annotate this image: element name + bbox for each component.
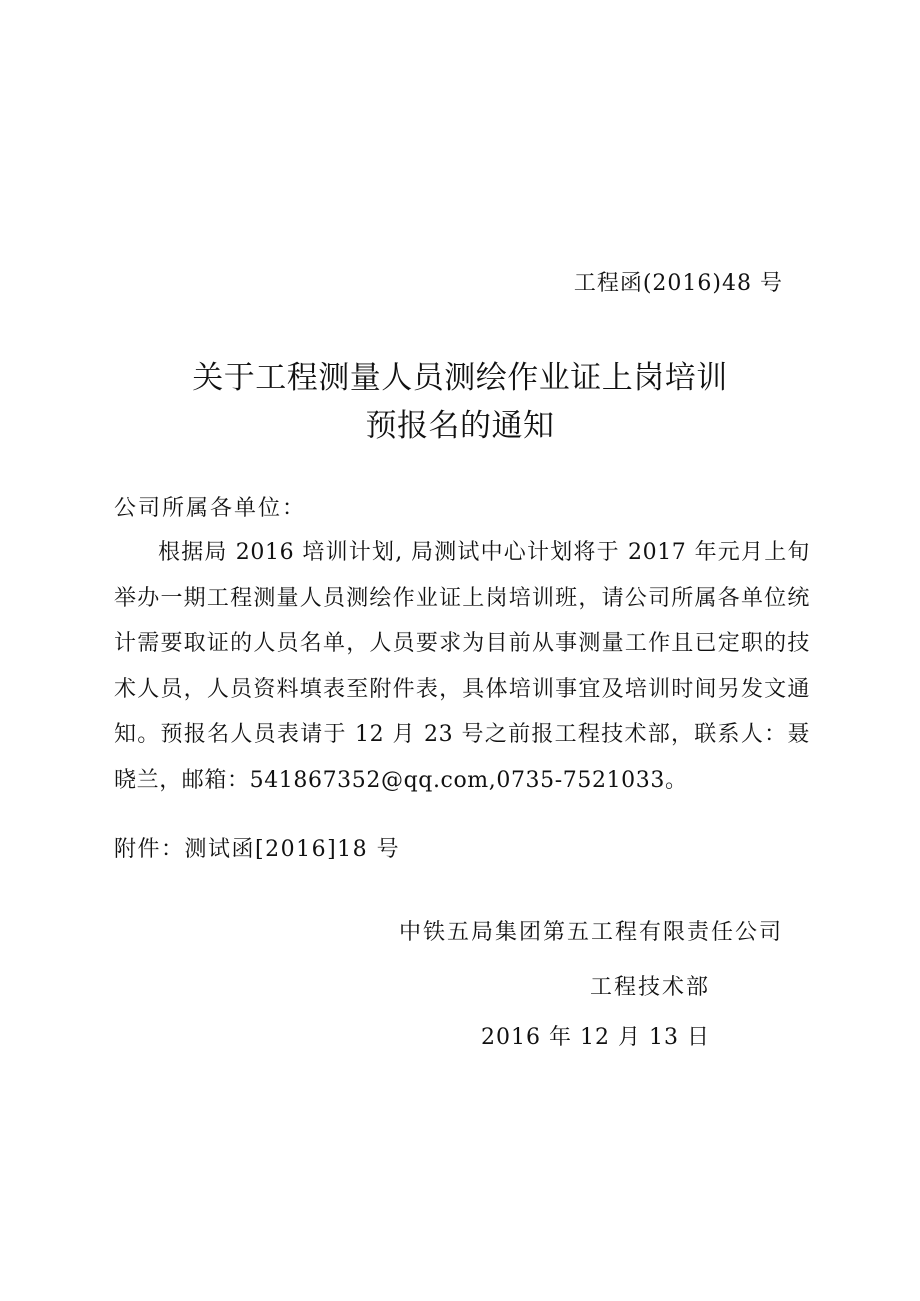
attachment-note: 附件：测试函[2016]18 号 bbox=[114, 837, 401, 862]
signer-company: 中铁五局集团第五工程有限责任公司 bbox=[398, 920, 783, 945]
document-date: 2016 年 12 月 13 日 bbox=[481, 1025, 710, 1050]
document-number: 工程函(2016)48 号 bbox=[573, 271, 783, 296]
document-title bbox=[0, 354, 920, 450]
signer-department: 工程技术部 bbox=[589, 975, 710, 1000]
body-paragraph: 根据局 2016 培训计划, 局测试中心计划将于 2017 年元月上旬举办一期工程测量人员测绘作业证上岗培训班，请公司所属各单位统计需要取证的人员名单，人员要求为目前从事测量工作且已定职的技术人员，人员资料填表至附件表，具体培训事宜及培训时间另发文通知。预报名人员表请于 12 月 23 号之前报工程技术部，联系人：聂晓兰，邮箱：541867352@qq.com,0735-7521033。 bbox=[114, 540, 810, 793]
title-line-2: 预报名的通知 bbox=[365, 408, 555, 444]
salutation: 公司所属各单位： bbox=[114, 496, 307, 521]
title-line-1: 关于工程测量人员测绘作业证上岗培训 bbox=[192, 360, 728, 396]
